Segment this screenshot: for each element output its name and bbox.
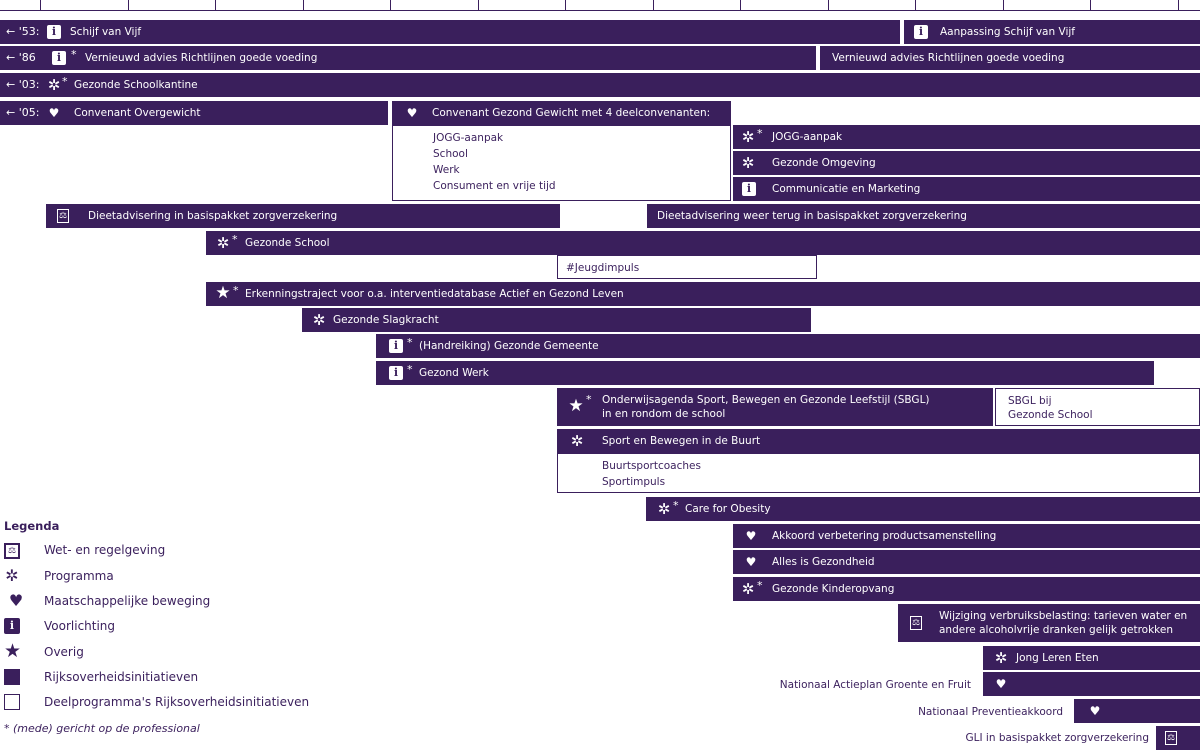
bar-convenant-overgewicht	[0, 101, 388, 125]
bar-alles-is-gezondheid	[733, 550, 1200, 574]
bar-communicatie-marketing	[733, 177, 1200, 201]
bar-label: Gezonde Omgeving	[772, 157, 876, 169]
asterisk: *	[407, 336, 413, 349]
bar-label: Aanpassing Schijf van Vijf	[940, 26, 1075, 38]
footnote: * (mede) gericht op de professional	[4, 722, 200, 735]
axis-tick	[1178, 0, 1179, 10]
sub-item: Werk	[433, 164, 460, 176]
asterisk: *	[71, 48, 77, 61]
law-icon: ⚖	[58, 211, 68, 221]
sub-item: JOGG-aanpak	[433, 132, 504, 144]
sub-item: Buurtsportcoaches	[602, 460, 701, 472]
bar-label: Alles is Gezondheid	[772, 556, 875, 568]
axis-tick	[215, 0, 216, 10]
axis-tick	[565, 0, 566, 10]
bar-label: Schijf van Vijf	[70, 26, 142, 38]
info-icon: i	[742, 182, 756, 196]
axis-tick	[478, 0, 479, 10]
bar-label-line1: Onderwijsagenda Sport, Bewegen en Gezonde Leefstijl (SBGL)	[602, 394, 930, 406]
bar-label: Convenant Gezond Gewicht met 4 deelconvenanten:	[432, 107, 711, 119]
law-icon: ⚖	[911, 618, 921, 628]
gear-icon: ✲	[47, 76, 61, 94]
sbgl-box	[995, 388, 1200, 426]
bar-schijf-van-vijf	[0, 20, 900, 44]
bar-gezond-werk	[376, 361, 1154, 385]
bar-gezonde-gemeente	[376, 334, 1200, 358]
bar-label-line1: Wijziging verbruiksbelasting: tarieven water en	[939, 610, 1188, 622]
bar-label: (Handreiking) Gezonde Gemeente	[419, 340, 599, 352]
gear-icon: ✲	[657, 500, 671, 518]
arrow-prefix: ← '05:	[6, 106, 40, 119]
sub-item: School	[433, 148, 468, 160]
legend-item-voorlichting: Voorlichting	[44, 619, 116, 633]
axis-tick	[128, 0, 129, 10]
deelconvenanten-box	[392, 125, 731, 201]
handshake-icon: ♥	[745, 529, 757, 543]
handshake-icon: ♥	[48, 106, 60, 120]
axis-tick	[40, 0, 41, 10]
bar-label: Erkenningstraject voor o.a. interventiedatabase Actief en Gezond Leven	[245, 288, 624, 300]
asterisk: *	[62, 75, 68, 88]
handshake-icon: ♥	[995, 677, 1007, 691]
bar-label: Vernieuwd advies Richtlijnen goede voeding	[85, 52, 318, 64]
bar-preventieakkoord	[1074, 699, 1200, 723]
buurt-sub-box	[557, 453, 1200, 493]
sub-item: SBGL bij	[1008, 395, 1052, 407]
asterisk: *	[407, 363, 413, 376]
bar-care-for-obesity	[646, 497, 1200, 521]
bar-label: Dieetadvisering weer terug in basispakket zorgverzekering	[657, 210, 967, 222]
bar-richtlijnen-2	[820, 46, 1200, 70]
legend-item-programma: Programma	[44, 569, 114, 583]
gear-icon: ✲	[570, 432, 584, 450]
bar-convenant-gezond-gewicht	[392, 101, 731, 125]
legend-item-beweging: Maatschappelijke beweging	[44, 594, 211, 608]
bar-onderwijsagenda	[557, 388, 993, 426]
bar-sport-bewegen-buurt	[557, 429, 1200, 453]
bar-verbruiksbelasting	[898, 604, 1200, 642]
bar-label: Gezonde Slagkracht	[333, 314, 439, 326]
legend-item-overig: Overig	[44, 645, 84, 659]
axis-tick	[1090, 0, 1091, 10]
bar-dieetadvisering	[46, 204, 560, 228]
bar-jong-leren-eten	[983, 646, 1200, 670]
handshake-icon: ♥	[8, 591, 24, 610]
info-icon: i	[914, 25, 928, 39]
bar-akkoord-productsamenstelling	[733, 524, 1200, 548]
bar-richtlijnen-1	[0, 46, 816, 70]
bar-label: Vernieuwd advies Richtlijnen goede voeding	[832, 52, 1065, 64]
bar-label-line2: in en rondom de school	[602, 408, 726, 420]
gear-icon: ✲	[741, 128, 755, 146]
axis-tick	[740, 0, 741, 10]
asterisk: *	[233, 284, 239, 297]
arrow-prefix: ← '03:	[6, 78, 40, 91]
bar-label-line2: andere alcoholvrije dranken gelijk getrokken	[939, 624, 1173, 636]
bar-jogg-aanpak	[733, 125, 1200, 149]
law-icon: ⚖	[4, 543, 20, 559]
asterisk: *	[757, 127, 763, 140]
bar-aanpassing-schijf-van-vijf	[904, 20, 1200, 44]
gear-icon: ✲	[994, 649, 1008, 667]
bar-label: Gezonde Kinderopvang	[772, 583, 895, 595]
bar-gli	[1156, 726, 1200, 750]
legend-item-deelprogramma: Deelprogramma's Rijksoverheidsinitiatieven	[44, 695, 310, 709]
gear-icon: ✲	[216, 234, 230, 252]
star-icon: ★	[568, 396, 584, 416]
handshake-icon: ♥	[745, 555, 757, 569]
bar-label: JOGG-aanpak	[772, 131, 843, 143]
gear-icon: ✲	[741, 580, 755, 598]
gear-icon: ✲	[312, 311, 326, 329]
bar-gezonde-school	[206, 231, 1200, 255]
axis-tick	[828, 0, 829, 10]
axis-tick	[303, 0, 304, 10]
info-icon: i	[389, 366, 403, 380]
gear-icon: ✲	[741, 154, 755, 172]
handshake-icon: ♥	[406, 106, 418, 120]
bar-label: Sport en Bewegen in de Buurt	[602, 435, 761, 447]
bar-label: Communicatie en Marketing	[772, 183, 921, 195]
legend-item-rijks: Rijksoverheidsinitiatieven	[44, 670, 199, 684]
timeline-axis	[0, 10, 1200, 11]
filled-square-icon	[4, 669, 20, 685]
label-actieplan-groente-fruit: Nationaal Actieplan Groente en Fruit	[779, 679, 971, 691]
bar-label: Akkoord verbetering productsamenstelling	[772, 530, 997, 542]
bar-label: Care for Obesity	[685, 503, 771, 515]
bar-actieplan-groente-fruit	[983, 672, 1200, 696]
legend-item-law: Wet- en regelgeving	[44, 543, 166, 557]
label-preventieakkoord: Nationaal Preventieakkoord	[918, 706, 1063, 718]
bar-gezonde-schoolkantine	[0, 73, 1200, 97]
bar-label: Gezonde Schoolkantine	[74, 79, 198, 91]
legend-title: Legenda	[4, 519, 60, 533]
axis-tick	[653, 0, 654, 10]
info-icon: i	[47, 25, 61, 39]
bar-label: Jong Leren Eten	[1016, 652, 1099, 664]
bar-erkenningstraject	[206, 282, 1200, 306]
asterisk: *	[757, 579, 763, 592]
asterisk: *	[232, 233, 238, 246]
bar-label: Convenant Overgewicht	[74, 107, 201, 119]
info-icon: i	[4, 618, 20, 634]
asterisk: *	[673, 499, 679, 512]
label-gli: GLI in basispakket zorgverzekering	[965, 732, 1149, 744]
sub-item: #Jeugdimpuls	[566, 262, 640, 274]
axis-tick	[915, 0, 916, 10]
bar-gezonde-omgeving	[733, 151, 1200, 175]
bar-gezonde-slagkracht	[302, 308, 811, 332]
bar-gezonde-kinderopvang	[733, 577, 1200, 601]
info-icon: i	[52, 51, 66, 65]
star-icon: ★	[4, 640, 22, 662]
arrow-prefix: ← '53:	[6, 25, 40, 38]
asterisk: *	[586, 393, 592, 406]
star-icon: ★	[215, 283, 231, 303]
bar-label: Gezonde School	[245, 237, 330, 249]
axis-tick	[1003, 0, 1004, 10]
arrow-prefix: ← '86	[6, 51, 36, 64]
sub-item: Gezonde School	[1008, 409, 1093, 421]
bar-label: Gezond Werk	[419, 367, 489, 379]
sub-item: Sportimpuls	[602, 476, 666, 488]
gear-icon: ✲	[5, 566, 19, 585]
law-icon: ⚖	[1166, 733, 1176, 743]
bar-label: Dieetadvisering in basispakket zorgverzekering	[88, 210, 338, 222]
axis-tick	[390, 0, 391, 10]
jeugdimpuls-box	[557, 255, 817, 279]
info-icon: i	[389, 339, 403, 353]
empty-square-icon	[4, 694, 20, 710]
bar-dieetadvisering-terug	[647, 204, 1200, 228]
sub-item: Consument en vrije tijd	[433, 180, 556, 192]
handshake-icon: ♥	[1089, 704, 1101, 718]
